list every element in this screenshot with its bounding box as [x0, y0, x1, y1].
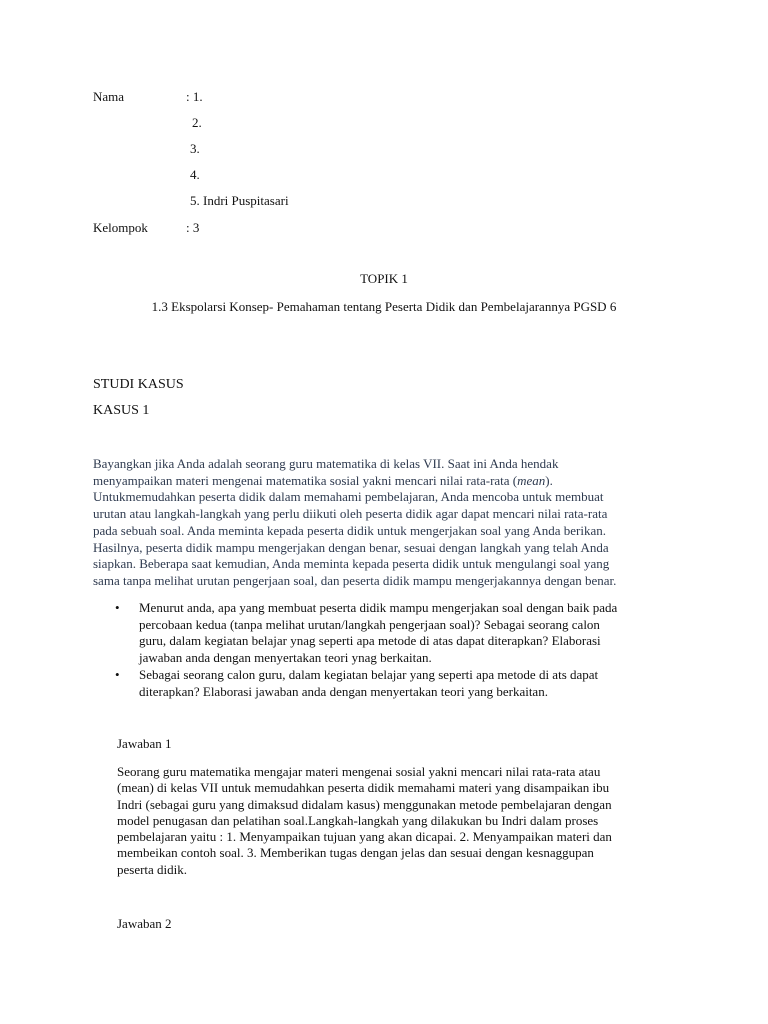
case-line: Untukmemudahkan peserta didik dalam memahami pembelajaran, Anda mencoba untuk membuat [93, 489, 604, 505]
topic-subtitle: 1.3 Ekspolarsi Konsep- Pemahaman tentang Peserta Didik dan Pembelajarannya PGSD 6 [151, 299, 617, 314]
answer-line: peserta didik. [117, 861, 188, 877]
jawaban-2-heading: Jawaban 2 [117, 916, 172, 931]
studi-kasus-heading: STUDI KASUS [93, 377, 184, 392]
question-item [115, 667, 675, 700]
case-line [93, 473, 673, 490]
question-line: jawaban anda dengan menyertakan teori ynag berkaitan. [139, 650, 432, 666]
member-4: 4. [190, 167, 200, 182]
member-2: 2. [192, 115, 202, 130]
mean-tail: ). [545, 472, 553, 488]
kelompok-label: Kelompok [93, 220, 148, 235]
answer-line: pembelajaran yaitu : 1. Menyampaikan tujuan yang akan dicapai. 2. Menyampaikan materi dan [117, 829, 612, 845]
case-line: pada sebuah soal. Anda meminta kepada peserta didik untuk mengerjakan soal yang Anda berikan. [93, 522, 606, 538]
case-line: Bayangkan jika Anda adalah seorang guru matematika di kelas VII. Saat ini Anda hendak [93, 456, 559, 471]
nama-first-number: : 1. [186, 89, 203, 104]
topic-title: TOPIK 1 [360, 271, 408, 286]
question-line: percobaan kedua (tanpa melihat urutan/langkah pengerjaan soal)? Sebagai seorang calon [139, 616, 600, 632]
jawaban-1-heading: Jawaban 1 [117, 736, 172, 751]
case-line-text: menyampaikan materi mengenai matematika sosial yakni mencari nilai rata-rata ( [93, 472, 518, 488]
bullet-icon: • [115, 666, 120, 682]
answer-line: model penugasan dan pelatihan soal.Langkah-langkah yang dilakukan bu Indri dalam proses [117, 812, 599, 828]
answer-line: (mean) di kelas VII untuk memudahkan peserta didik memahami materi yang disampaikan ibu [117, 780, 610, 796]
answer-line: Indri (sebagai guru yang dimaksud didalam kasus) menggunakan metode pembelajaran dengan [117, 796, 612, 812]
kasus-heading: KASUS 1 [93, 403, 150, 418]
kelompok-value: : 3 [186, 220, 200, 235]
jawaban-1-paragraph [117, 764, 677, 878]
bullet-icon: • [115, 600, 120, 615]
question-line: guru, dalam kegiatan belajar ynag seperti apa metode di atas dapat diterapkan? Elaborasi [139, 633, 601, 649]
mean-word: mean [517, 472, 546, 488]
member-5: 5. Indri Puspitasari [190, 193, 289, 208]
answer-line: membeikan contoh soal. 3. Memberikan tugas dengan jelas dan sesuai dengan kesnaggupan [117, 845, 594, 861]
case-line: siapkan. Beberapa saat kemudian, Anda meminta kepada peserta didik untuk mengulangi soal yang [93, 556, 610, 572]
answer-line: Seorang guru matematika mengajar materi mengenai sosial yakni mencari nilai rata-rata atau [117, 764, 601, 779]
nama-label: Nama [93, 89, 125, 104]
question-item [115, 600, 675, 667]
case-paragraph [93, 456, 673, 590]
case-line: urutan atau langkah-langkah yang perlu diikuti oleh peserta didik agar dapat mencari nilai rata-rata [93, 506, 608, 522]
member-3: 3. [190, 141, 200, 156]
question-list [115, 600, 675, 700]
question-line: Sebagai seorang calon guru, dalam kegiatan belajar yang seperti apa metode di ats dapat [139, 666, 599, 682]
question-line: Menurut anda, apa yang membuat peserta didik mampu mengerjakan soal dengan baik pada [139, 600, 618, 615]
case-line: Hasilnya, peserta didik mampu mengerjakan dengan benar, sesuai dengan langkah yang telah Anda [93, 539, 609, 555]
case-line: sama tanpa melihat urutan pengerjaan soal, dan peserta didik mampu mengerjakannya dengan benar. [93, 572, 617, 588]
question-line: diterapkan? Elaborasi jawaban anda dengan menyertakan teori yang berkaitan. [139, 683, 548, 699]
